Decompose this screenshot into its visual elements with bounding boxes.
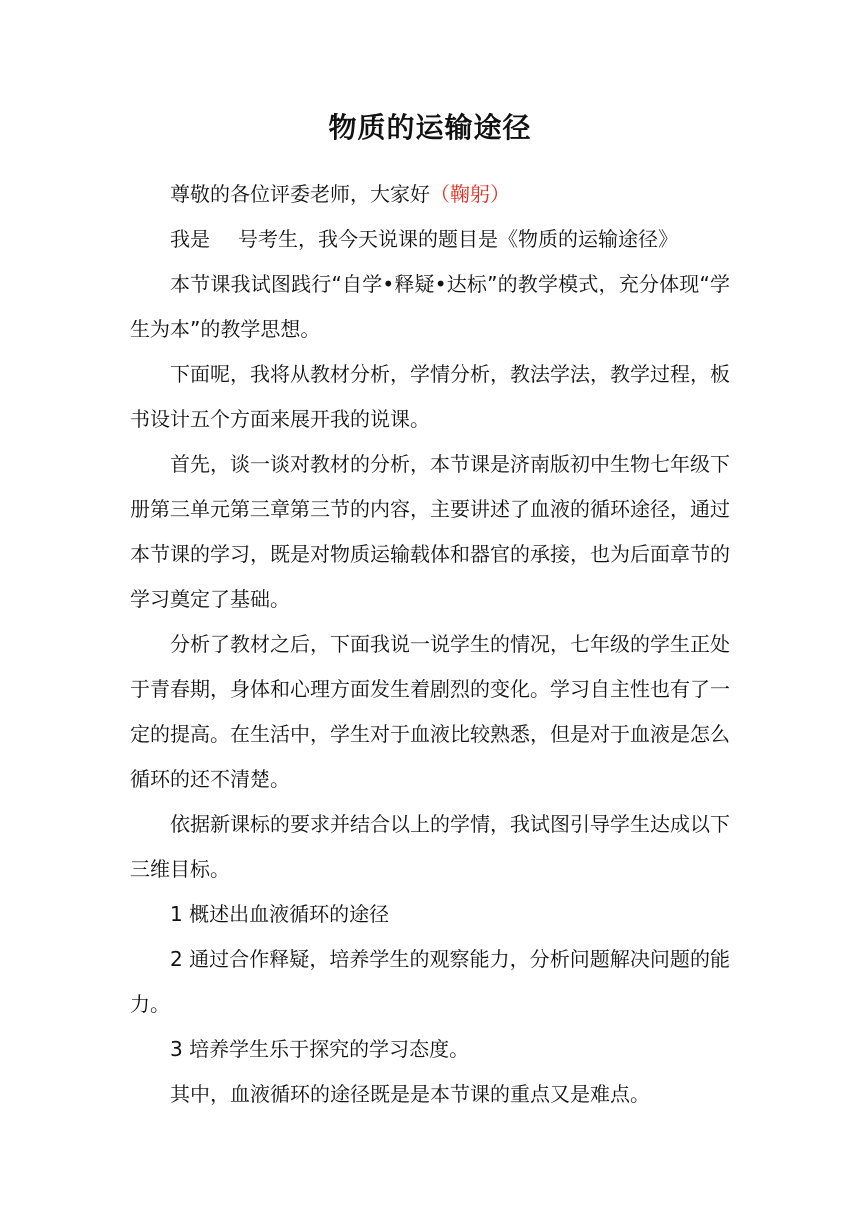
body-paragraph: 首先，谈一谈对教材的分析，本节课是济南版初中生物七年级下册第三单元第三章第三节的内容，主要讲述了血液的循环途径，通过本节课的学习，既是对物质运输载体和器官的承接，也为后面章节的学习奠定了基础。 xyxy=(130,452,730,611)
closing-paragraph: 其中，血液循环的途径既是是本节课的重点又是难点。 xyxy=(170,1082,650,1106)
objective-item: 3 培养学生乐于探究的学习态度。 xyxy=(170,1037,470,1061)
objective-item: 1 概述出血液循环的途径 xyxy=(170,902,390,926)
greeting-text: 尊敬的各位评委老师，大家好 xyxy=(170,182,430,206)
intro-prefix: 我是 xyxy=(170,227,210,251)
objective-item: 2 通过合作释疑，培养学生的观察能力，分析问题解决问题的能力。 xyxy=(130,947,730,1016)
body-paragraph: 依据新课标的要求并结合以上的学情，我试图引导学生达成以下三维目标。 xyxy=(130,812,730,881)
greeting-paragraph xyxy=(130,172,730,217)
body-paragraph: 本节课我试图践行“自学•释疑•达标”的教学模式，充分体现“学生为本”的教学思想。 xyxy=(130,272,730,341)
body-paragraph: 分析了教材之后，下面我说一说学生的情况，七年级的学生正处于青春期，身体和心理方面发生着剧烈的变化。学习自主性也有了一定的提高。在生活中，学生对于血液比较熟悉，但是对于血液是怎么循环的还不清楚。 xyxy=(130,632,730,791)
body-paragraph: 下面呢，我将从教材分析，学情分析，教法学法，教学过程，板书设计五个方面来展开我的说课。 xyxy=(130,362,730,431)
document-title: 物质的运输途径 xyxy=(328,111,532,144)
document-body xyxy=(130,172,730,1117)
intro-suffix: 号考生，我今天说课的题目是《物质的运输途径》 xyxy=(238,227,678,251)
intro-paragraph xyxy=(130,217,730,262)
greeting-annotation: （鞠躬） xyxy=(430,182,510,206)
